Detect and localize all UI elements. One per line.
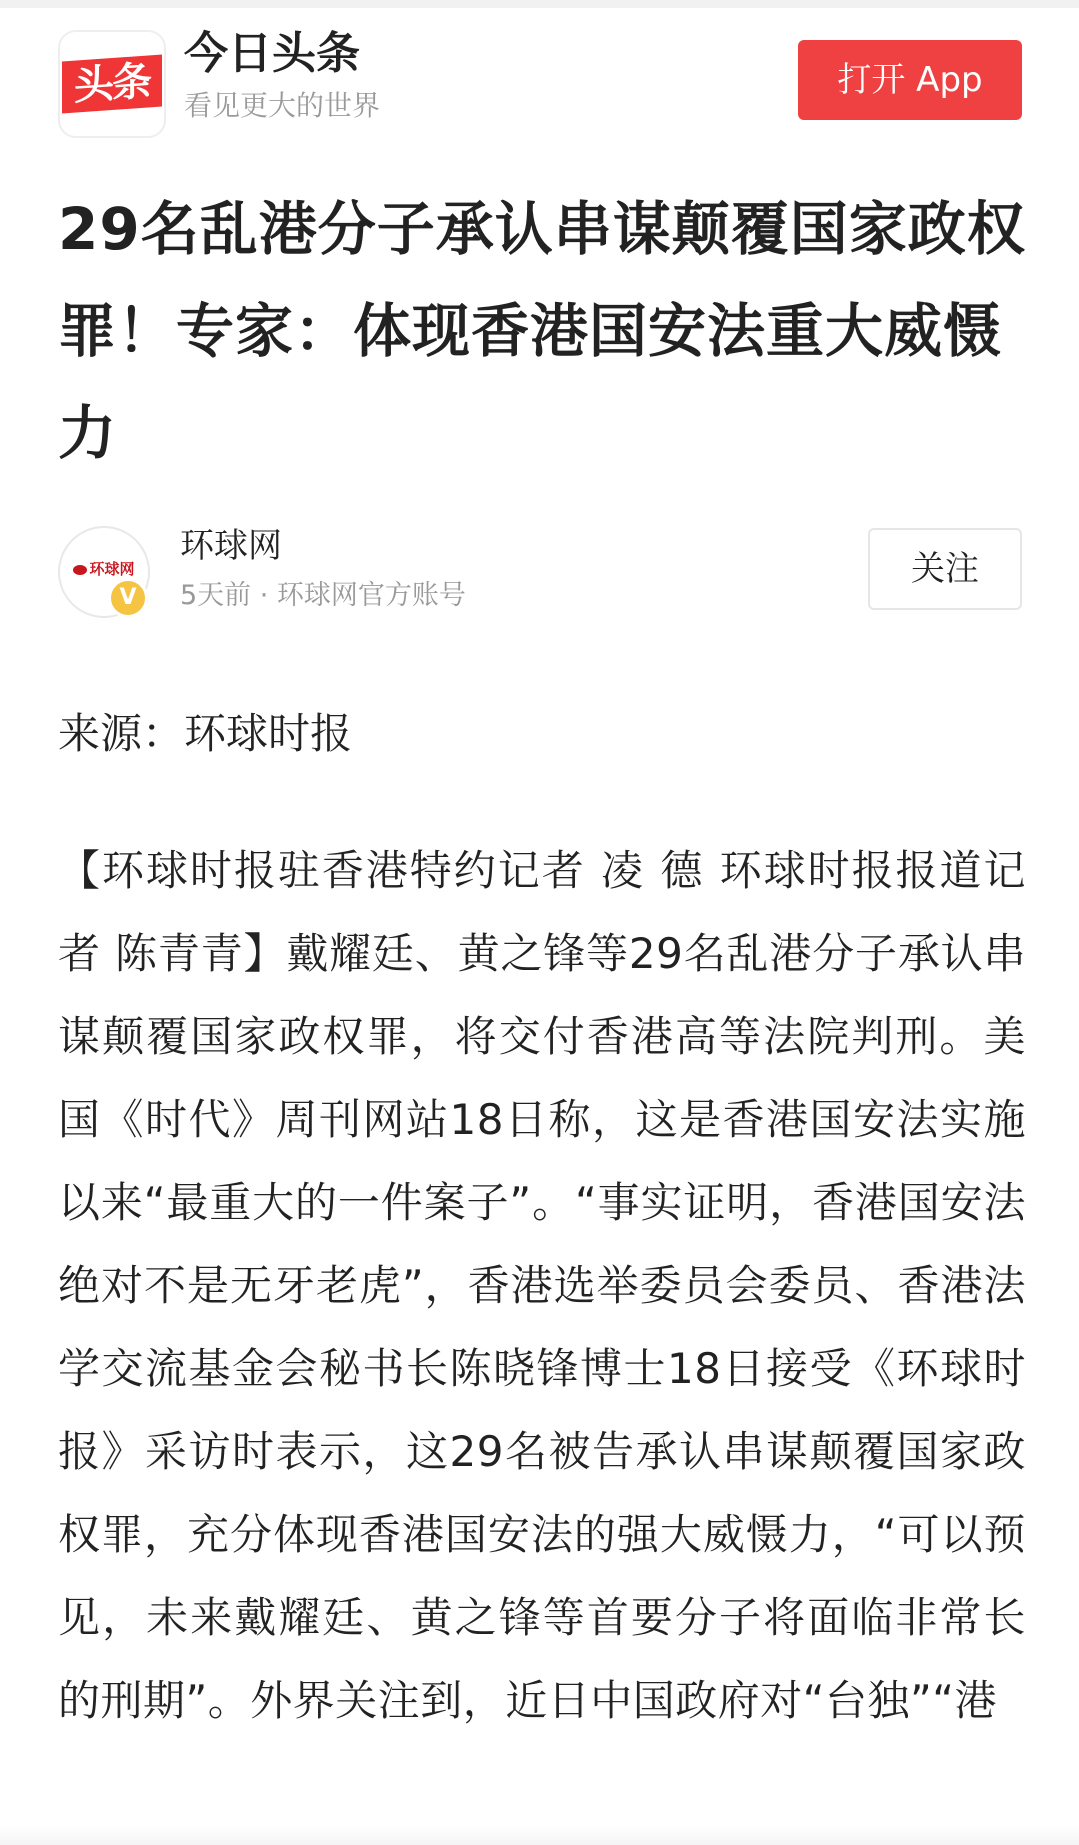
article-body: 【环球时报驻香港特约记者 凌 德 环球时报报道记者 陈青青】戴耀廷、黄之锋等29名乱港分子承认串谋颠覆国家政权罪，将交付香港高等法院判刑。美国《时代》周刊网站18日称，这是香港国安法实施以来“最重大的一件案子”。“事实证明，香港国安法绝对不是无牙老虎”，香港选举委员会委员、香港法学交流基金会秘书长陈晓锋博士18日接受《环球时报》采访时表示，这29名被告承认串谋颠覆国家政权罪，充分体现香港国安法的强大威慑力，“可以预见，未来戴耀廷、黄之锋等首要分子将面临非常长的刑期”。外界关注到，近日中国政府对“台独”“港 [58, 846, 1026, 1725]
status-strip [0, 0, 1079, 8]
author-name[interactable]: 环球网 [180, 526, 282, 566]
verified-badge-icon: V [108, 578, 148, 618]
author-meta: 5天前 · 环球网官方账号 [180, 580, 466, 611]
app-slogan: 看见更大的世界 [184, 89, 381, 122]
article-title: 29名乱港分子承认串谋颠覆国家政权罪！专家：体现香港国安法重大威慑力 [58, 195, 1026, 467]
app-name: 今日头条 [184, 28, 360, 79]
article-source: 来源：环球时报 [58, 709, 353, 758]
bottom-divider [0, 1826, 1079, 1845]
app-logo[interactable] [58, 30, 166, 138]
follow-button[interactable]: 关注 [868, 528, 1022, 610]
avatar-logo-text: 环球网 [89, 560, 135, 578]
open-app-button[interactable]: 打开 App [798, 40, 1022, 120]
app-header [0, 8, 1079, 148]
app-logo-mark: 头条 [62, 55, 162, 114]
